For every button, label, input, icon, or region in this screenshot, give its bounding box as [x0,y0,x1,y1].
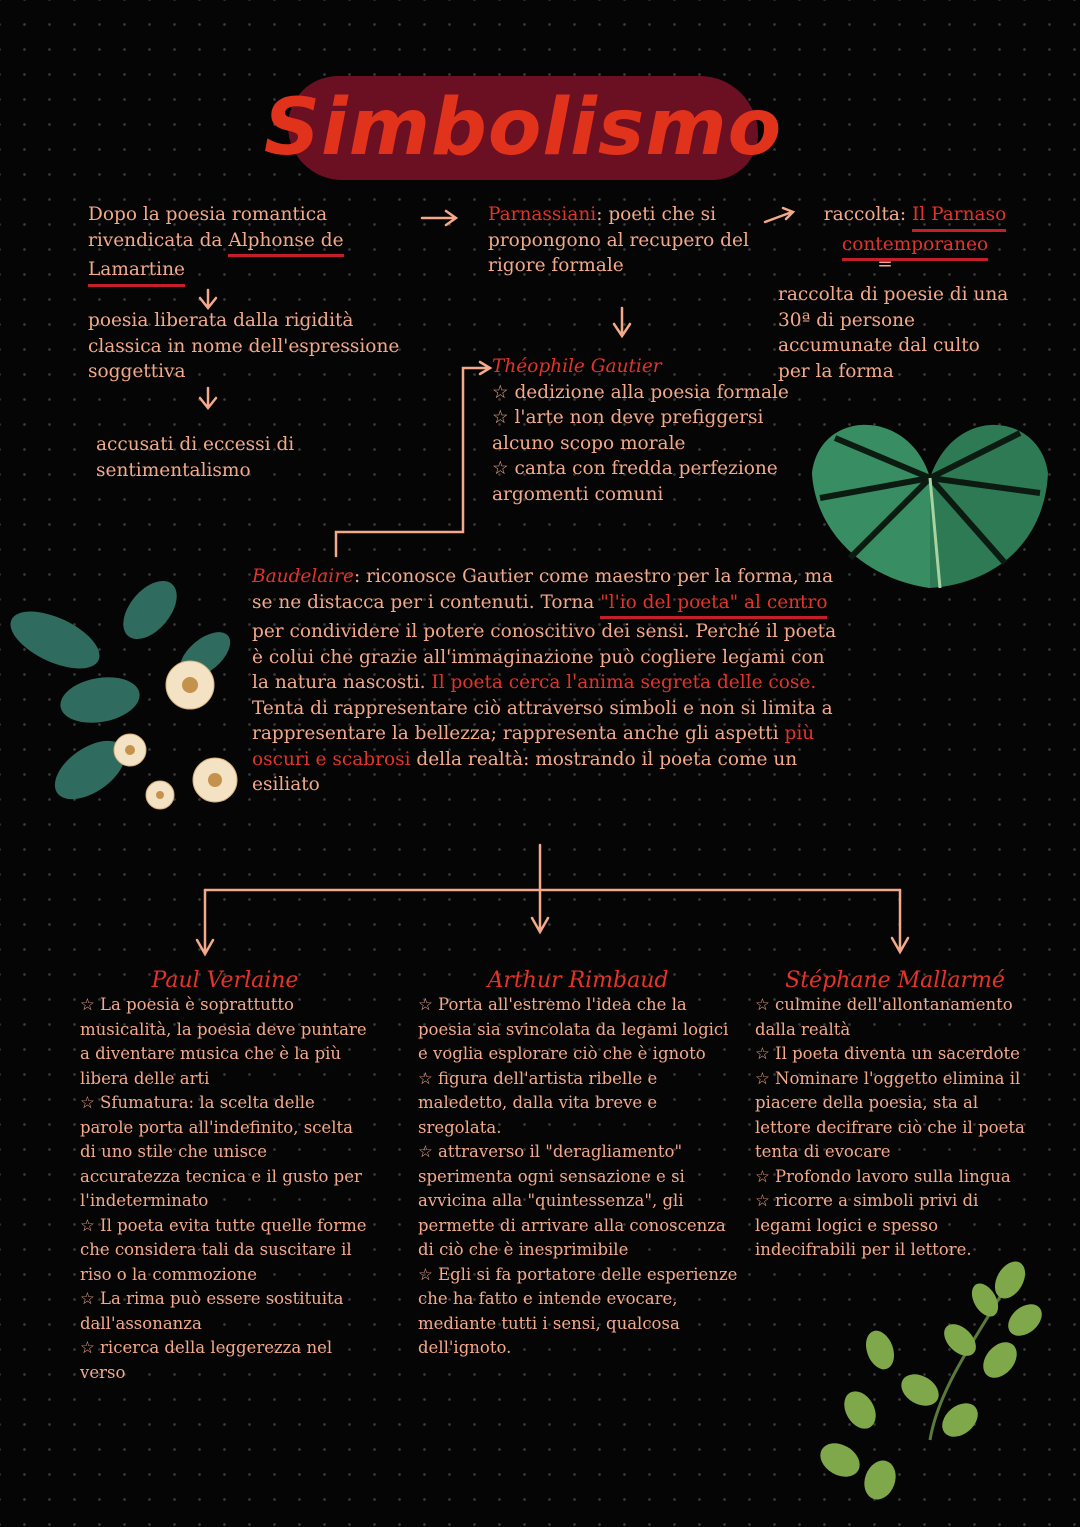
raccolta-description: raccolta di poesie di una 30ª di persone accumunate dal culto per la forma [778,284,1009,382]
star-icon: ☆ [418,1142,439,1161]
list-item [80,993,370,1091]
list-item-text: figura dell'artista ribelle e maledetto, dalla vita breve e sregolata. [418,1068,658,1137]
intro-step2: accusati di eccessi di sentimentalismo [96,434,295,481]
arrow-down-icon [614,308,630,336]
star-icon: ☆ [755,1191,776,1210]
baudelaire-underlined: "l'io del poeta" al centro [600,590,827,620]
arrow-down-icon [532,845,548,932]
list-item-text: Egli si fa portatore delle esperienze che ha fatto e intende evocare, mediante tutti i sensi, qualcosa dell'ignoto. [418,1264,738,1357]
eucalyptus-flower-icon [2,571,238,811]
column-verlaine [80,968,370,1385]
green-branch-icon [814,1256,1048,1504]
raccolta-prefix: raccolta: [823,204,913,225]
column-title: Stéphane Mallarmé [785,968,1005,993]
star-icon: ☆ [418,1264,439,1284]
list-item [755,993,1035,1042]
list-item [80,1214,370,1288]
list-item-text: Nominare l'oggetto elimina il piacere della poesia, sta al lettore decifrare ciò che il poeta tenta di evocare [755,1068,1025,1161]
page-title: Simbolismo [263,83,783,173]
column-mallarme [755,968,1035,1263]
raccolta-title-part1: Il Parnaso [912,202,1006,232]
arrow-down-icon [200,388,216,408]
column-title: Paul Verlaine [151,968,299,993]
baudelaire-name: Baudelaire [252,566,354,587]
star-icon: ☆ [418,1068,439,1088]
list-item [80,1091,370,1214]
list-item [418,1140,738,1263]
baudelaire-text: della realtà: mostrando il poeta come un esiliato [252,748,798,795]
list-item [418,1263,738,1361]
baudelaire-block [252,564,842,798]
list-item [755,1189,1035,1263]
list-item-text: Sfumatura: la scelta delle parole porta all'indefinito, scelta di uno stile che unisce accuratezza tecnica e il gusto per l'indeterminato [80,1093,362,1210]
list-item-text: ricorre a simboli privi di legami logici e spesso indecifrabili per il lettore. [755,1191,979,1259]
list-item-text: La poesia è soprattutto musicalità, la poesia deve puntare a diventare musica che è la più libera delle arti [80,995,367,1088]
list-item [755,1042,1035,1067]
gautier-name: Théophile Gautier [492,356,662,377]
baudelaire-text: Tenta di rappresentare ciò attraverso simboli e non si limita a rappresentare la bellezza; rappresenta anche gli aspetti [252,697,833,744]
intro-step1: poesia liberata dalla rigidità classica in nome dell'espressione soggettiva [88,310,400,382]
intro-text [88,202,418,287]
star-icon: ☆ [755,1166,776,1186]
column-rimbaud [418,968,738,1361]
list-item-text: culmine dell'allontanamento dalla realtà [755,995,1013,1039]
star-icon: ☆ [755,1044,776,1063]
list-item-text: Il poeta diventa un sacerdote [775,1044,1020,1063]
arrow-down-icon [197,890,213,954]
star-icon: ☆ [80,1093,101,1112]
star-icon: ☆ [80,1338,101,1357]
title-banner [263,68,783,188]
list-item-text: Il poeta evita tutte quelle forme che considera tali da suscitare il riso o la commozione [80,1215,367,1284]
arrow-down-icon [200,290,216,308]
list-item-text: ricerca della leggerezza nel verso [80,1338,333,1382]
list-item-text: La rima può essere sostituita dall'assonanza [80,1289,344,1333]
star-icon: ☆ [755,995,776,1014]
gautier-block [492,354,792,507]
parnassiani-text [488,202,758,279]
arrow-down-icon [892,890,908,952]
list-item-text: attraverso il "deragliamento" sperimenta ogni sensazione e si avvicina alla "quintessenza", gli permette di arrivare alla conoscenza di ciò che è inesprimibile [418,1142,726,1259]
arrow-right-icon [765,208,793,222]
author-name-part2: Lamartine [88,257,185,287]
list-item [418,993,738,1067]
equals-sign: = [877,254,893,275]
list-item [80,1287,370,1336]
baudelaire-highlight: Il poeta cerca l'anima segreta delle cose. [431,672,817,693]
gautier-point [492,380,792,406]
raccolta-heading [800,202,1030,261]
gautier-point-text: canta con fredda perfezione argomenti comuni [492,458,778,505]
parnassiani-description: : poeti che si propongono al recupero del rigore formale [488,204,749,276]
parnassiani-label: Parnassiani [488,204,597,225]
monstera-leaf-icon [812,425,1048,588]
star-icon: ☆ [418,995,439,1014]
gautier-point [492,456,792,507]
star-icon: ☆ [80,995,101,1014]
baudelaire-text: per condividere il potere conoscitivo dei sensi. Perché il poeta è colui che grazie all'immaginazione può cogliere legami con la natura nascosti. [252,621,837,693]
baudelaire-text: : riconosce Gautier come maestro per la forma, ma se ne distacca per i contenuti. Torna [252,566,834,613]
raccolta-title-part2: contemporaneo [842,232,988,262]
star-icon: ☆ [492,407,515,428]
list-item [418,1067,738,1141]
list-item-text: Profondo lavoro sulla lingua [775,1166,1011,1186]
arrow-right-icon [422,211,456,225]
star-icon: ☆ [755,1068,776,1088]
star-icon: ☆ [80,1215,101,1235]
baudelaire-highlight: più oscuri e scabrosi [252,723,815,770]
intro-prefix: Dopo la poesia romantica rivendicata da [88,204,328,251]
list-item [755,1067,1035,1165]
gautier-point-text: dedizione alla poesia formale [514,381,789,403]
gautier-point [492,405,792,456]
gautier-point-text: l'arte non deve prefiggersi alcuno scopo morale [492,407,764,454]
author-name-part1: Alphonse de [228,228,343,258]
column-title: Arthur Rimbaud [487,968,669,993]
list-item [755,1165,1035,1190]
arrow-right-icon [336,362,490,556]
star-icon: ☆ [80,1289,101,1308]
list-item-text: Porta all'estremo l'idea che la poesia sia svincolata da legami logici e voglia esplorare ciò che è ignoto [418,995,729,1063]
star-icon: ☆ [492,381,515,403]
star-icon: ☆ [492,458,515,479]
list-item [80,1336,370,1385]
